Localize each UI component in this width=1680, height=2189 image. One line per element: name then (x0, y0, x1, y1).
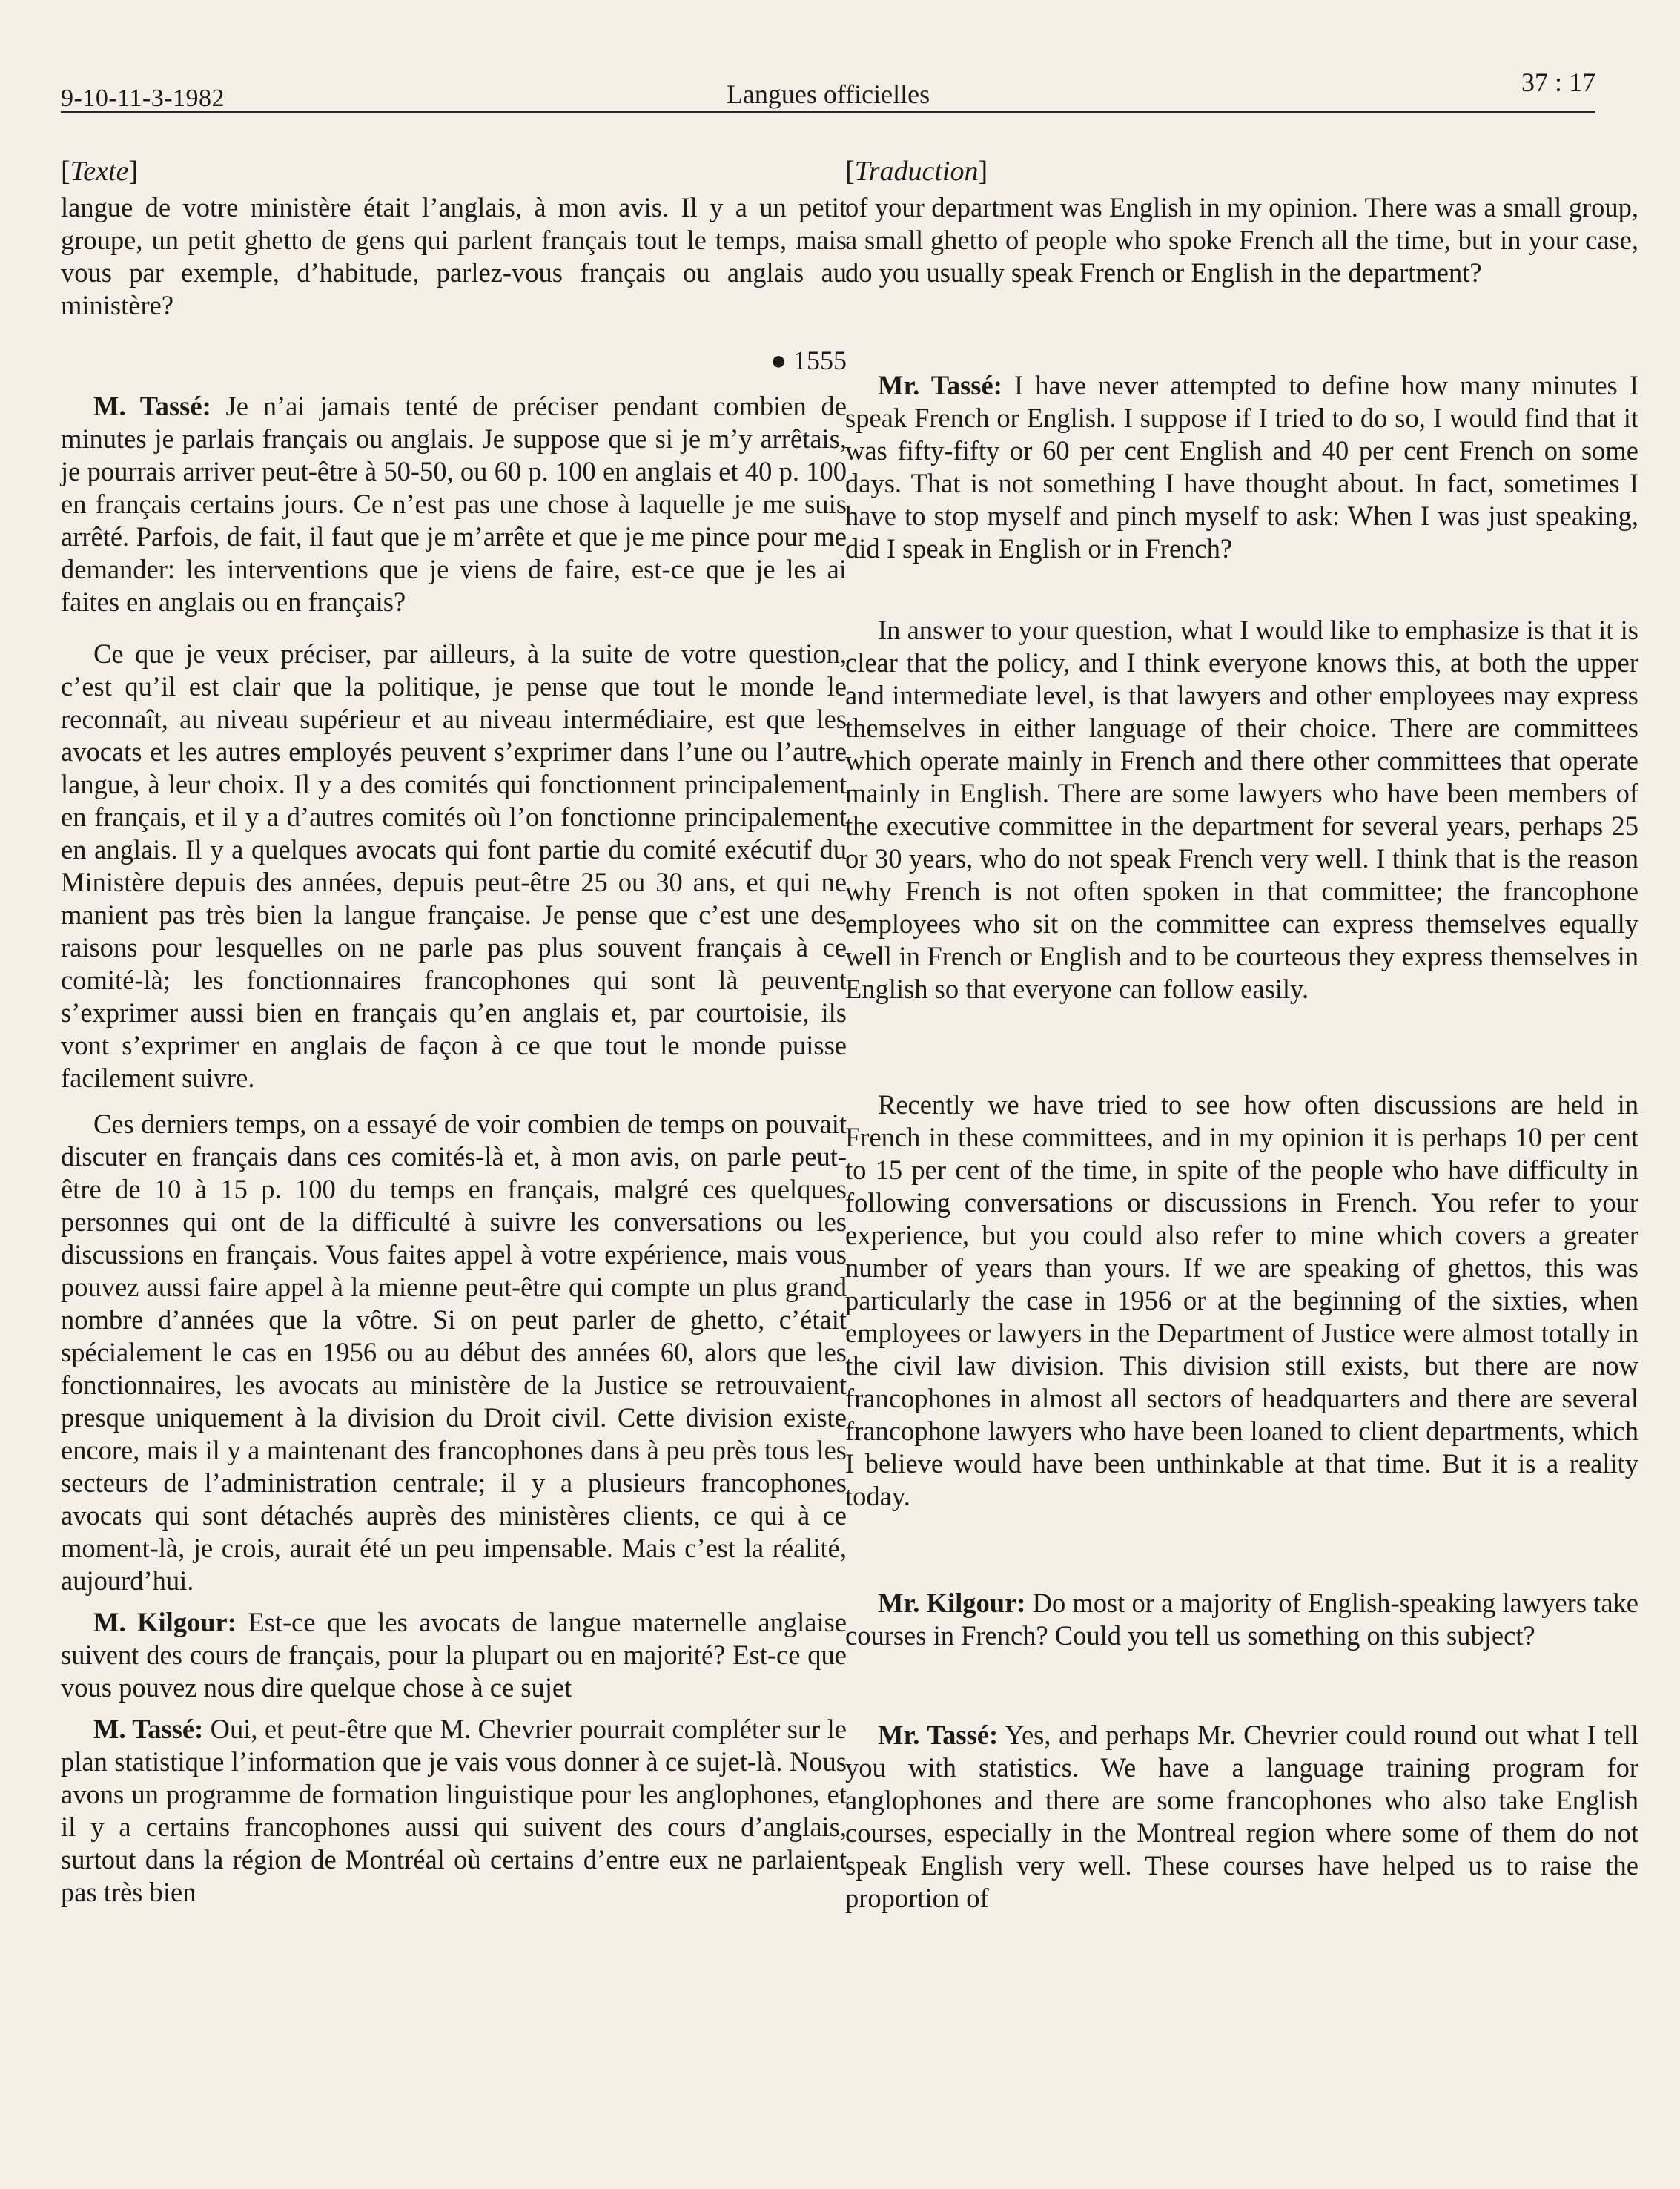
column-tag: [Traduction] (845, 156, 988, 187)
page-header (61, 65, 1595, 113)
speaker-name: Mr. Kilgour: (878, 1588, 1026, 1618)
time-stamp: ● 1555 (770, 346, 847, 375)
column-tag-text: Traduction (854, 156, 979, 187)
paragraph: langue de votre ministère était l’anglais, à mon avis. Il y a un petit groupe, un petit ghetto de gens qui parlent français tout le temps, mais vous par exemple, d’habitude, parlez-vous français ou anglais au ministère? (61, 192, 847, 320)
paragraph: In answer to your question, what I would like to emphasize is that it is clear that the policy, and I think everyone knows this, at both the upper and intermediate level, is that lawyers and other employees may express themselves in either language of their choice. There are committees which operate mainly in French and there other committees that operate mainly in English. There are some lawyers who have been members of the executive committee in the department for several years, perhaps 25 or 30 years, who do not speak French very well. I think that is the reason why French is not often spoken in that committee; the francophone employees who sit on the committee can express themselves equally well in French or English and to be courteous they express themselves in English so that everyone can follow easily. (845, 615, 1638, 1004)
paragraph (845, 369, 1638, 565)
paragraph (845, 1719, 1638, 1915)
speaker-name: M. Kilgour: (93, 1607, 237, 1637)
sitting-date: 9-10-11-3-1982 (61, 85, 225, 112)
paragraph: Recently we have tried to see how often discussions are held in French in these committees, and in my opinion it is perhaps 10 per cent to 15 per cent of the time, in spite of the people who have difficulty in following conversations or discussions in French. You refer to your experience, but you could also refer to mine which covers a greater number of years than yours. If we are speaking of ghettos, this was particularly the case in 1956 or at the beginning of the sixties, when employees or lawyers in the Department of Justice were almost totally in the civil law division. This division still exists, but there are now francophones in almost all sectors of headquarters and there are several francophone lawyers who have been loaned to client departments, which I believe would have been unthinkable at that time. But it is a reality today. (845, 1089, 1638, 1511)
paragraph: Ces derniers temps, on a essayé de voir combien de temps on pouvait discuter en français dans ces comités-là et, à mon avis, on parle peut-être de 10 à 15 p. 100 du temps en français, malgré ces quelques personnes qui ont de la difficulté à suivre les conversations ou les discussions en français. Vous faites appel à votre expérience, mais vous pouvez aussi faire appel à la mienne peut-être qui compte un plus grand nombre d’années que la vôtre. Si on peut parler de ghetto, c’était spécialement le cas en 1956 ou au début des années 60, alors que les fonctionnaires, les avocats au ministère de la Justice se retrouvaient presque uniquement à la division du Droit civil. Cette division existe encore, mais il y a maintenant des francophones dans à peu près tous les secteurs de l’administration centrale; il y a plusieurs francophones avocats qui sont détachés auprès des ministères clients, ce qui à ce moment-là, je crois, aurait été un peu impensable. Mais c’est la réalité, aujourd’hui. (61, 1109, 847, 1596)
speaker-name: Mr. Tassé: (878, 1720, 999, 1750)
speech-text: Est-ce que les avocats de langue maternelle anglaise suivent des cours de français, pour la plupart ou en majorité? Est-ce que vous pouvez nous dire quelque chose à ce sujet (61, 1607, 847, 1703)
paragraph: Ce que je veux préciser, par ailleurs, à la suite de votre question, c’est qu’il est clair que la politique, je pense que tout le monde le reconnaît, au niveau supérieur et au niveau intermédiaire, est que les avocats et les autres employés peuvent s’exprimer dans l’une ou l’autre langue, à leur choix. Il y a des comités qui fonctionnent principalement en français, et il y a d’autres comités où l’on fonctionne principalement en anglais. Il y a quelques avocats qui font partie du comité exécutif du Ministère depuis des années, depuis peut-être 25 ou 30 ans, et qui ne manient pas très bien la langue française. Je pense que c’est une des raisons pour lesquelles on ne parle pas plus souvent français à ce comité-là; les fonctionnaires francophones qui sont là peuvent s’exprimer aussi bien en français qu’en anglais et, par courtoisie, ils vont s’exprimer en anglais de façon à ce que tout le monde puisse facilement suivre. (61, 638, 847, 1093)
speech-text: Oui, et peut-être que M. Chevrier pourrait compléter sur le plan statistique l’information que je vais vous donner à ce sujet-là. Nous avons un programme de formation linguistique pour les anglophones, et il y a certains francophones aussi qui suivent des cours d’anglais, surtout dans la région de Montréal où certains d’entre eux ne parlaient pas très bien (61, 1714, 847, 1907)
paragraph: of your department was English in my opinion. There was a small group, a small ghetto of people who spoke French all the time, but in your case, do you usually speak French or English in the department? (845, 192, 1638, 288)
paragraph (61, 390, 847, 618)
speaker-name: M. Tassé: (93, 391, 211, 421)
column-tag: [Texte] (61, 156, 139, 187)
english-column (845, 154, 1638, 1915)
speech-text: I have never attempted to define how many minutes I speak French or English. I suppose if I tried to do so, I would find that it was fifty-fifty or 60 per cent English and 40 per cent French on some days. That is not something I have thought about. In fact, sometimes I have to stop myself and pinch myself to ask: When I was just speaking, did I speak in English or in French? (845, 370, 1639, 564)
paragraph (61, 1713, 847, 1909)
speaker-name: M. Tassé: (93, 1714, 204, 1744)
page-number: 37 : 17 (1521, 67, 1595, 97)
speech-text: Yes, and perhaps Mr. Chevrier could round out what I tell you with statistics. We have a language training program for anglophones and there are some francophones who also take English courses, especially in the Montreal region where some of them do not speak English very well. These courses have helped us to raise the proportion of (845, 1720, 1638, 1913)
running-title: Langues officielles (726, 79, 930, 109)
french-column (61, 154, 847, 1909)
paragraph (61, 1606, 847, 1704)
column-tag-text: Texte (70, 156, 129, 187)
speech-text: Je n’ai jamais tenté de préciser pendant combien de minutes je parlais français ou anglais. Je suppose que si je m’y arrêtais, je pourrais arriver peut-être à 50-50, ou 60 p. 100 en anglais et 40 p. 100 en français certains jours. Ce n’est pas une chose à laquelle je me suis arrêté. Parfois, de fait, il faut que je m’arrête et que je me pince pour me demander: les interventions que je viens de faire, est-ce que je les ai faites en anglais ou en français? (61, 391, 847, 617)
paragraph (845, 1587, 1638, 1652)
speech-text: Do most or a majority of English-speaking lawyers take courses in French? Could you tell us something on this subject? (845, 1588, 1638, 1651)
speaker-name: Mr. Tassé: (878, 370, 1002, 400)
